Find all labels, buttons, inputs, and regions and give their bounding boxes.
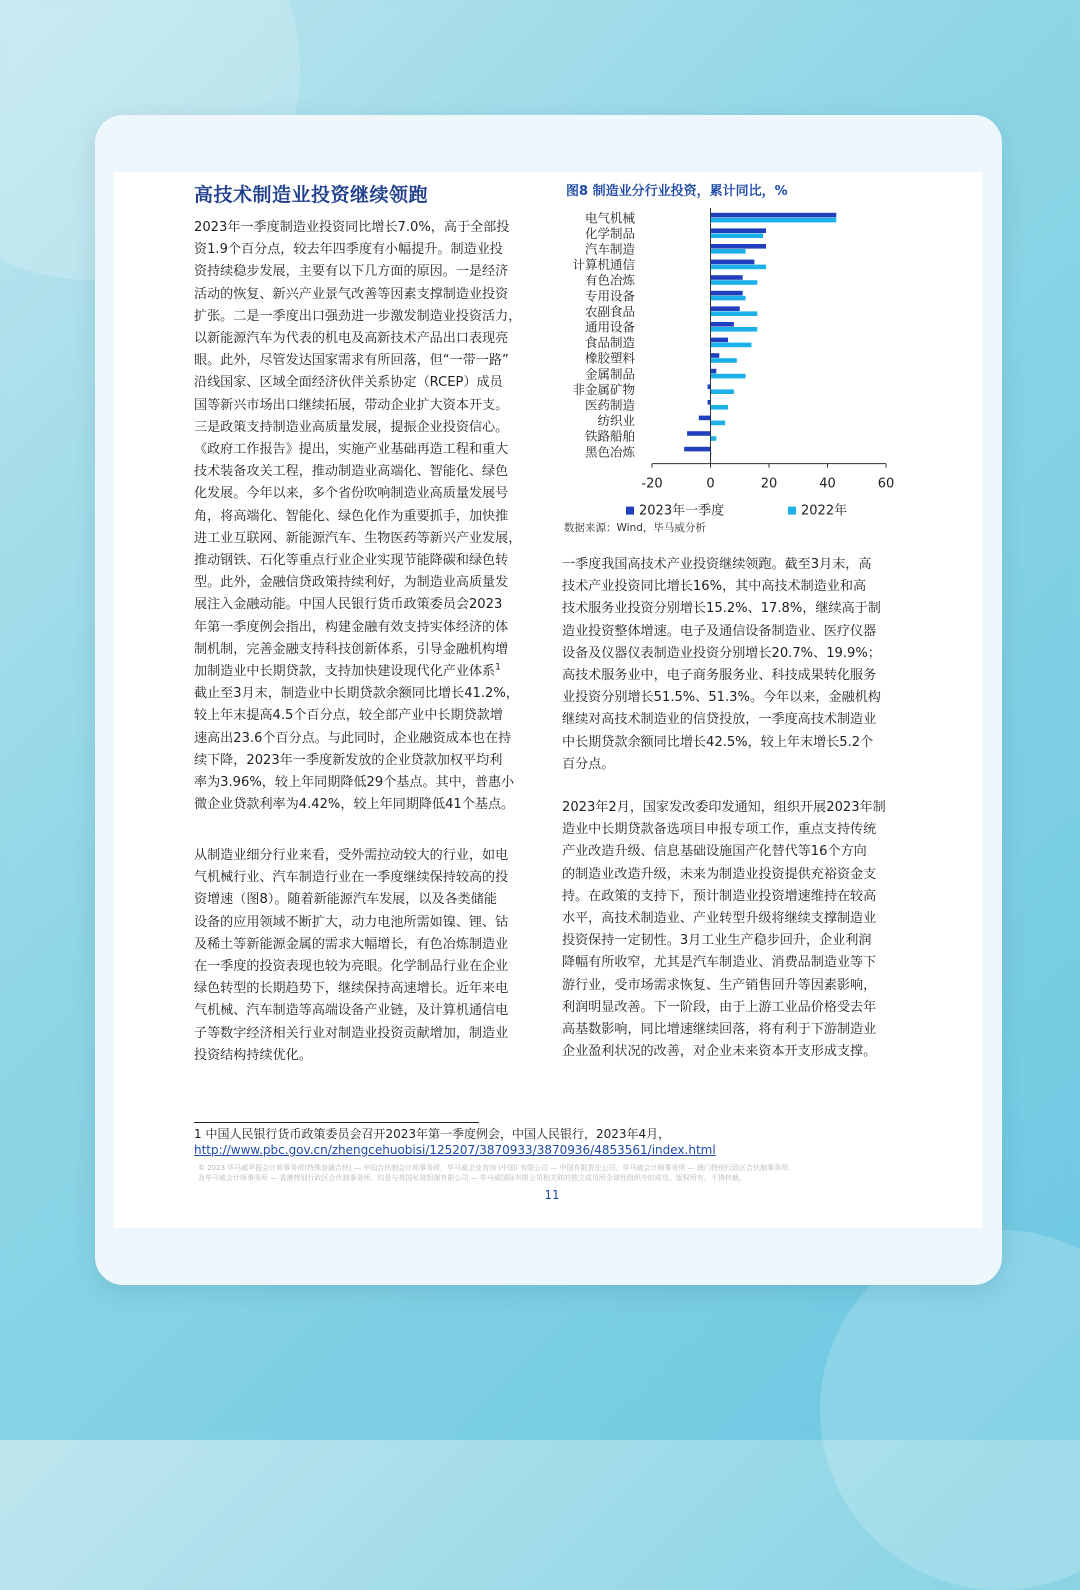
text-line: 技术装备攻关工程，推动制造业高端化、智能化、绿色: [194, 464, 509, 480]
text-line: 《政府工作报告》提出，实施产业基础再造工程和重大: [194, 442, 509, 458]
text-line: 从制造业细分行业来看，受外需拉动较大的行业，如电: [194, 848, 509, 863]
category-label: 计算机通信: [572, 257, 635, 273]
text-line: 高技术服务业中，电子商务服务业、科技成果转化服务: [562, 668, 877, 684]
category-label: 专用设备: [584, 288, 635, 304]
chart-source: 数据来源：Wind，毕马威分析: [564, 522, 706, 534]
text-line: 百分点。: [562, 756, 615, 772]
text-line: 及稀土等新能源金属的需求大幅增长，有色冶炼制造业: [194, 936, 509, 952]
category-label: 纺织业: [597, 413, 635, 429]
bar-2022: [711, 421, 726, 426]
left-paragraph-1: [194, 217, 521, 816]
text-line: 设备及仪器仪表制造业投资分别增长20.7%、19.9%；: [562, 645, 881, 661]
text-line: 降幅有所收窄，尤其是汽车制造业、消费品制造业等下: [562, 955, 877, 971]
text-line: 扩张。二是一季度出口强劲进一步激发制造业投资活力，: [194, 308, 522, 324]
bar-2023q1: [687, 431, 710, 436]
text-line: 以新能源汽车为代表的机电及高新技术产品出口表现亮: [194, 331, 509, 347]
bar-2023q1: [699, 416, 711, 421]
text-line: 水平，高技术制造业、产业转型升级将继续支撑制造业: [562, 911, 877, 927]
legend-label: 2023年一季度: [639, 503, 725, 519]
text-line: 较上年末提高4.5个百分点，较全部产业中长期贷款增: [194, 708, 503, 724]
text-line: 的制造业改造升级，未来为制造业投资提供充裕资金支: [562, 866, 877, 882]
category-label: 化学制品: [584, 225, 635, 241]
text-line: 加制造业中长期贷款，支持加快建设现代化产业体系$^1$: [194, 662, 501, 680]
bar-2022: [711, 296, 746, 301]
text-line: 绿色转型的长期趋势下，继续保持高速增长。近年来电: [194, 981, 509, 997]
text-line: 资增速（图8）。随着新能源汽车发展，以及各类储能: [194, 892, 497, 908]
category-label: 电气机械: [584, 210, 635, 226]
text-line: 中长期贷款余额同比增长42.5%，较上年末增长5.2个: [562, 734, 874, 750]
category-label: 医药制造: [584, 397, 635, 413]
text-line: 截止至3月末，制造业中长期贷款余额同比增长41.2%，: [194, 686, 519, 702]
text-line: 持。在政策的支持下，预计制造业投资增速维持在较高: [562, 888, 877, 904]
text-line: 设备的应用领域不断扩大，动力电池所需如镍、锂、钴: [194, 914, 509, 930]
category-label: 通用设备: [584, 319, 635, 335]
footnote: [194, 1126, 716, 1158]
text-line: 活动的恢复、新兴产业景气改善等因素支撑制造业投资: [194, 286, 509, 302]
text-line: 年第一季度例会指出，构建金融有效支持实体经济的体: [194, 619, 509, 635]
bar-2022: [711, 405, 729, 410]
bar-2023q1: [711, 353, 720, 358]
bar-2022: [711, 374, 746, 379]
category-label: 有色冶炼: [584, 272, 635, 288]
page-number: 11: [544, 1188, 560, 1202]
bar-2022: [711, 265, 767, 270]
text-line: 制机制，完善金融支持科技创新体系，引导金融机构增: [194, 641, 509, 657]
category-label: 黑色冶炼: [584, 444, 635, 460]
x-tick-label: -20: [641, 476, 663, 492]
chart-title: 图8 制造业分行业投资，累计同比，%: [566, 184, 788, 199]
right-paragraph-1: [562, 554, 881, 776]
legal-line-2: 及毕马威会计师事务所 — 香港特别行政区合伙制事务所，均是与英国私营担保有限公司 — 毕马威国际有限公司相关联的独立成员所全球性组织中的成员。版权所有，不得转载。: [198, 1174, 746, 1182]
bar-2022: [711, 343, 752, 348]
text-line: 型。此外，金融信贷政策持续利好，为制造业高质量发: [194, 575, 509, 591]
x-tick-label: 0: [706, 476, 715, 492]
text-line: 高基数影响，同比增速继续回落，将有利于下游制造业: [562, 1022, 877, 1038]
text-line: 气机械、汽车制造等高端设备产业链，及计算机通信电: [194, 1003, 509, 1019]
bar-2022: [711, 280, 758, 285]
text-line: 造业投资整体增速。电子及通信设备制造业、医疗仪器: [562, 623, 877, 639]
bar-2022: [711, 249, 746, 254]
text-line: 沿线国家、区域全面经济伙伴关系协定（RCEP）成员: [194, 375, 503, 391]
bar-2022: [711, 218, 837, 223]
bar-2023q1: [711, 306, 740, 311]
text-line: 业投资分别增长51.5%、51.3%。今年以来，金融机构: [562, 690, 881, 706]
text-line: 2023年一季度制造业投资同比增长7.0%，高于全部投: [194, 220, 510, 235]
text-line: 速高出23.6个百分点。与此同时，企业融资成本也在持: [194, 730, 512, 746]
bar-2022: [711, 233, 764, 238]
text-line: 利润明显改善。下一阶段，由于上游工业品价格受去年: [562, 999, 877, 1015]
text-line: 投资保持一定韧性。3月工业生产稳步回升，企业利润: [562, 933, 872, 949]
bar-2022: [711, 327, 758, 332]
bar-2023q1: [711, 244, 767, 249]
text-line: 投资结构持续优化。: [194, 1047, 312, 1063]
bar-2022: [711, 311, 758, 316]
text-line: 国等新兴市场出口继续拓展，带动企业扩大资本开支。: [194, 397, 509, 413]
text-line: 子等数字经济相关行业对制造业投资贡献增加，制造业: [194, 1025, 509, 1041]
text-line: 技术服务业投资分别增长15.2%、17.8%，继续高于制: [562, 601, 881, 617]
category-label: 铁路船舶: [584, 428, 635, 444]
text-line: 继续对高技术制造业的信贷投放，一季度高技术制造业: [562, 712, 877, 728]
industry-investment-bar-chart: [560, 205, 900, 520]
bar-2023q1: [711, 291, 743, 296]
category-label: 食品制造: [584, 335, 635, 351]
text-line: 游行业，受市场需求恢复、生产销售回升等因素影响，: [562, 977, 877, 993]
text-line: 展注入金融动能。中国人民银行货币政策委员会2023: [194, 597, 503, 613]
category-label: 橡胶塑料: [584, 350, 635, 366]
text-line: 一季度我国高技术产业投资继续领跑。截至3月末，高: [562, 557, 872, 572]
text-line: 2023年2月，国家发改委印发通知，组织开展2023年制: [562, 800, 886, 815]
text-line: 资1.9个百分点，较去年四季度有小幅提升。制造业投: [194, 242, 503, 258]
text-line: 续下降，2023年一季度新发放的企业贷款加权平均利: [194, 752, 503, 768]
category-label: 农副食品: [584, 303, 635, 319]
bar-2023q1: [711, 260, 755, 265]
text-line: 推动钢铁、石化等重点行业企业实现节能降碳和绿色转: [194, 553, 509, 569]
text-line: 进工业互联网、新能源汽车、生物医药等新兴产业发展，: [194, 530, 522, 546]
bar-2023q1: [711, 228, 767, 233]
text-line: 化发展。今年以来，多个省份吹响制造业高质量发展号: [194, 486, 509, 502]
bar-2022: [711, 358, 737, 363]
legend-label: 2022年: [801, 503, 848, 519]
bar-2023q1: [684, 447, 710, 452]
category-label: 金属制品: [584, 366, 635, 382]
right-paragraph-2: [562, 797, 886, 1063]
text-line: 资持续稳步发展，主要有以下几方面的原因。一是经济: [194, 264, 509, 280]
text-line: 技术产业投资同比增长16%，其中高技术制造业和高: [562, 579, 867, 595]
x-tick-label: 20: [760, 476, 778, 492]
bar-2023q1: [711, 213, 837, 218]
text-line: 眼。此外，尽管发达国家需求有所回落，但“一带一路”: [194, 353, 509, 369]
bar-2022: [711, 389, 734, 394]
x-tick-label: 40: [819, 476, 836, 492]
bar-2023q1: [711, 322, 734, 327]
text-line: 企业盈利状况的改善，对企业未来资本开支形成支撑。: [562, 1044, 877, 1060]
legend-swatch: [626, 507, 634, 515]
text-line: 在一季度的投资表现也较为亮眼。化学制品行业在企业: [194, 959, 509, 975]
bar-2023q1: [711, 275, 743, 280]
footnote-text: 1 中国人民银行货币政策委员会召开2023年第一季度例会，中国人民银行，2023年4月，: [194, 1127, 671, 1141]
text-line: 角，将高端化、智能化、绿色化作为重要抓手，加快推: [194, 508, 509, 524]
text-line: 气机械行业、汽车制造行业在一季度继续保持较高的投: [194, 870, 509, 886]
footnote-marker: 1: [495, 662, 501, 673]
bar-2023q1: [711, 369, 717, 374]
text-line: 产业改造升级、信息基础设施国产化替代等16个方向: [562, 844, 867, 860]
text-line: 微企业贷款利率为4.42%，较上年同期降低41个基点。: [194, 797, 515, 813]
bar-2023q1: [711, 338, 729, 343]
category-label: 汽车制造: [584, 241, 635, 257]
left-paragraph-2: [194, 845, 508, 1067]
text-line: 率为3.96%，较上年同期降低29个基点。其中，普惠小: [194, 775, 515, 791]
legal-line-1: © 2023 毕马威华振会计师事务所(特殊普通合伙) — 中国合伙制会计师事务所，毕马威企业咨询 (中国) 有限公司 — 中国有限责任公司，毕马威会计师事务所 — 澳门特别行政区合伙制事务所，: [198, 1164, 795, 1172]
text-line: 造业中长期贷款备选项目申报专项工作，重点支持传统: [562, 822, 877, 838]
footnote-divider: [194, 1122, 479, 1123]
text-line: 三是政策支持制造业高质量发展，提振企业投资信心。: [194, 419, 509, 435]
legend-swatch: [788, 507, 796, 515]
category-label: 非金属矿物: [572, 381, 635, 397]
bar-2022: [711, 436, 717, 441]
x-tick-label: 60: [877, 476, 895, 492]
footnote-link[interactable]: http://www.pbc.gov.cn/zhengcehuobisi/125207/3870933/3870936/4853561/index.html: [194, 1143, 716, 1157]
legal-notice: [198, 1163, 795, 1183]
section-heading: 高技术制造业投资继续领跑: [194, 184, 429, 206]
